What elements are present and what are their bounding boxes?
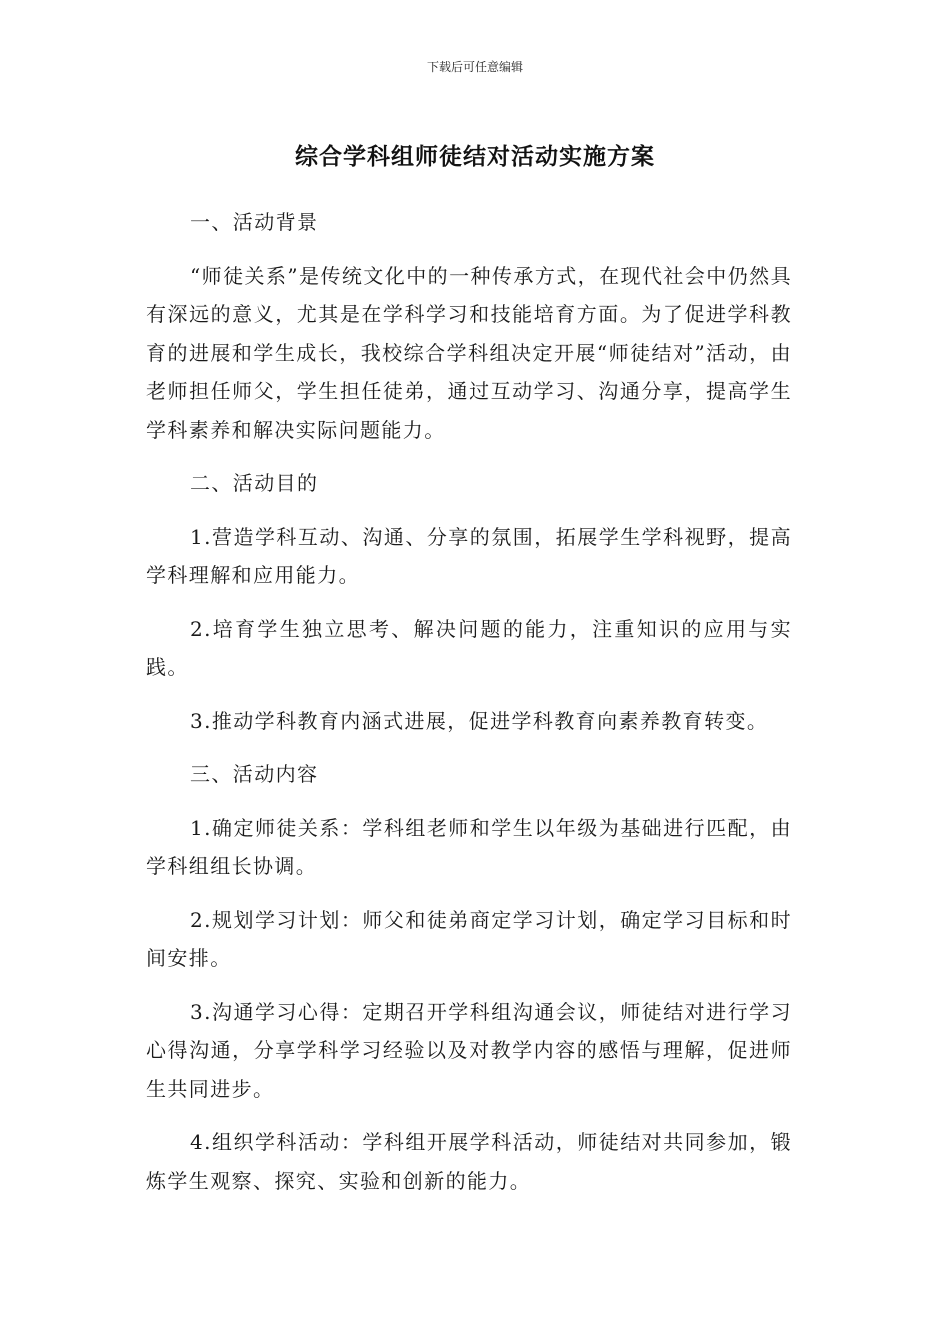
paragraph-content-2: 2.规划学习计划：师父和徒弟商定学习计划，确定学习目标和时间安排。 (146, 907, 792, 970)
document-body (146, 203, 792, 1215)
section-heading-background: 一、活动背景 (190, 210, 319, 234)
paragraph-purpose-3: 3.推动学科教育内涵式进展，促进学科教育向素养教育转变。 (190, 708, 769, 733)
paragraph-content-3: 3.沟通学习心得：定期召开学科组沟通会议，师徒结对进行学习心得沟通，分享学科学习经验以及对教学内容的感悟与理解，促进师生共同进步。 (146, 999, 792, 1101)
section-heading-content: 三、活动内容 (190, 762, 319, 786)
document-title: 综合学科组师徒结对活动实施方案 (295, 144, 655, 170)
paragraph-purpose-2: 2.培育学生独立思考、解决问题的能力，注重知识的应用与实践。 (146, 616, 792, 679)
header-note: 下载后可任意编辑 (426, 60, 523, 74)
paragraph-background: “师徒关系”是传统文化中的一种传承方式，在现代社会中仍然具有深远的意义，尤其是在学科学习和技能培育方面。为了促进学科教育的进展和学生成长，我校综合学科组决定开展“师徒结对”活动，由老师担任师父，学生担任徒弟，通过互动学习、沟通分享，提高学生学科素养和解决实际问题能力。 (146, 263, 792, 442)
section-heading-purpose: 二、活动目的 (190, 471, 319, 495)
paragraph-content-4: 4.组织学科活动：学科组开展学科活动，师徒结对共同参加，锻炼学生观察、探究、实验和创新的能力。 (146, 1130, 792, 1193)
paragraph-content-1: 1.确定师徒关系：学科组老师和学生以年级为基础进行匹配，由学科组组长协调。 (146, 815, 792, 878)
paragraph-purpose-1: 1.营造学科互动、沟通、分享的氛围，拓展学生学科视野，提高学科理解和应用能力。 (146, 524, 792, 587)
